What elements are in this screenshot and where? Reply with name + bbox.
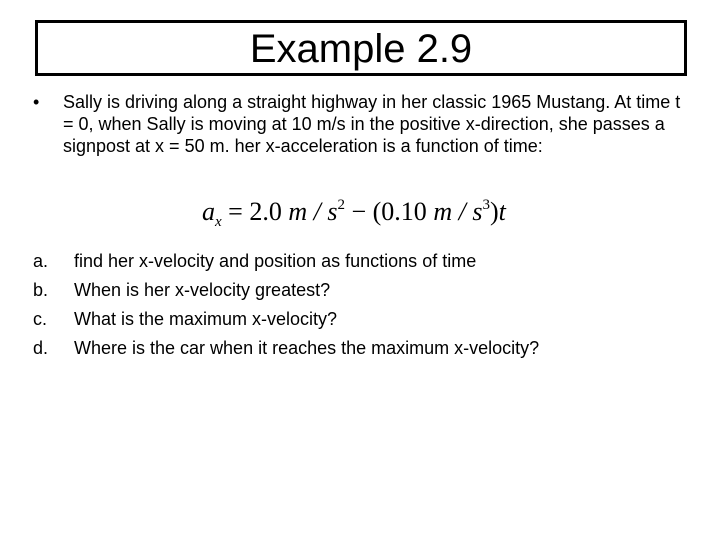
question-list	[33, 247, 539, 363]
eq-minus: −	[351, 197, 367, 226]
list-item-letter: a.	[33, 251, 49, 271]
list-item	[33, 334, 539, 363]
list-item-letter: d.	[33, 338, 49, 358]
list-item	[33, 305, 539, 334]
eq-lhs-sub: x	[215, 214, 222, 230]
eq-term1-coef: 2.0	[249, 197, 282, 226]
eq-equals: =	[228, 197, 243, 226]
list-item-text: What is the maximum x-velocity?	[74, 309, 338, 329]
list-item-text: When is her x-velocity greatest?	[74, 280, 331, 300]
eq-term2-unit: m / s	[433, 197, 483, 226]
bullet-marker: •	[33, 92, 40, 112]
list-item-letter: c.	[33, 309, 48, 329]
eq-term1-exp: 2	[337, 197, 345, 213]
list-item-text: find her x-velocity and position as functions of time	[74, 251, 477, 271]
slide-title: Example 2.9	[249, 27, 473, 71]
eq-term1-unit: m / s	[288, 197, 338, 226]
eq-term2-exp: 3	[482, 197, 490, 213]
list-item	[33, 247, 539, 276]
problem-statement: Sally is driving along a straight highway in her classic 1965 Mustang. At time t = 0, when Sally is moving at 10 m/s in the positive x-direction, she passes a signpost at x = 50 m. her x-acceleration is a function of time:	[63, 92, 681, 156]
eq-lhs-var: a	[202, 197, 215, 226]
eq-time-var: t	[498, 197, 506, 226]
acceleration-equation	[202, 188, 506, 239]
list-item	[33, 276, 539, 305]
eq-term2-close: )	[489, 197, 499, 226]
title-box	[35, 20, 687, 76]
list-item-text: Where is the car when it reaches the maximum x-velocity?	[74, 338, 540, 358]
eq-term2-open: (0.10	[372, 197, 427, 226]
list-item-letter: b.	[33, 280, 49, 300]
